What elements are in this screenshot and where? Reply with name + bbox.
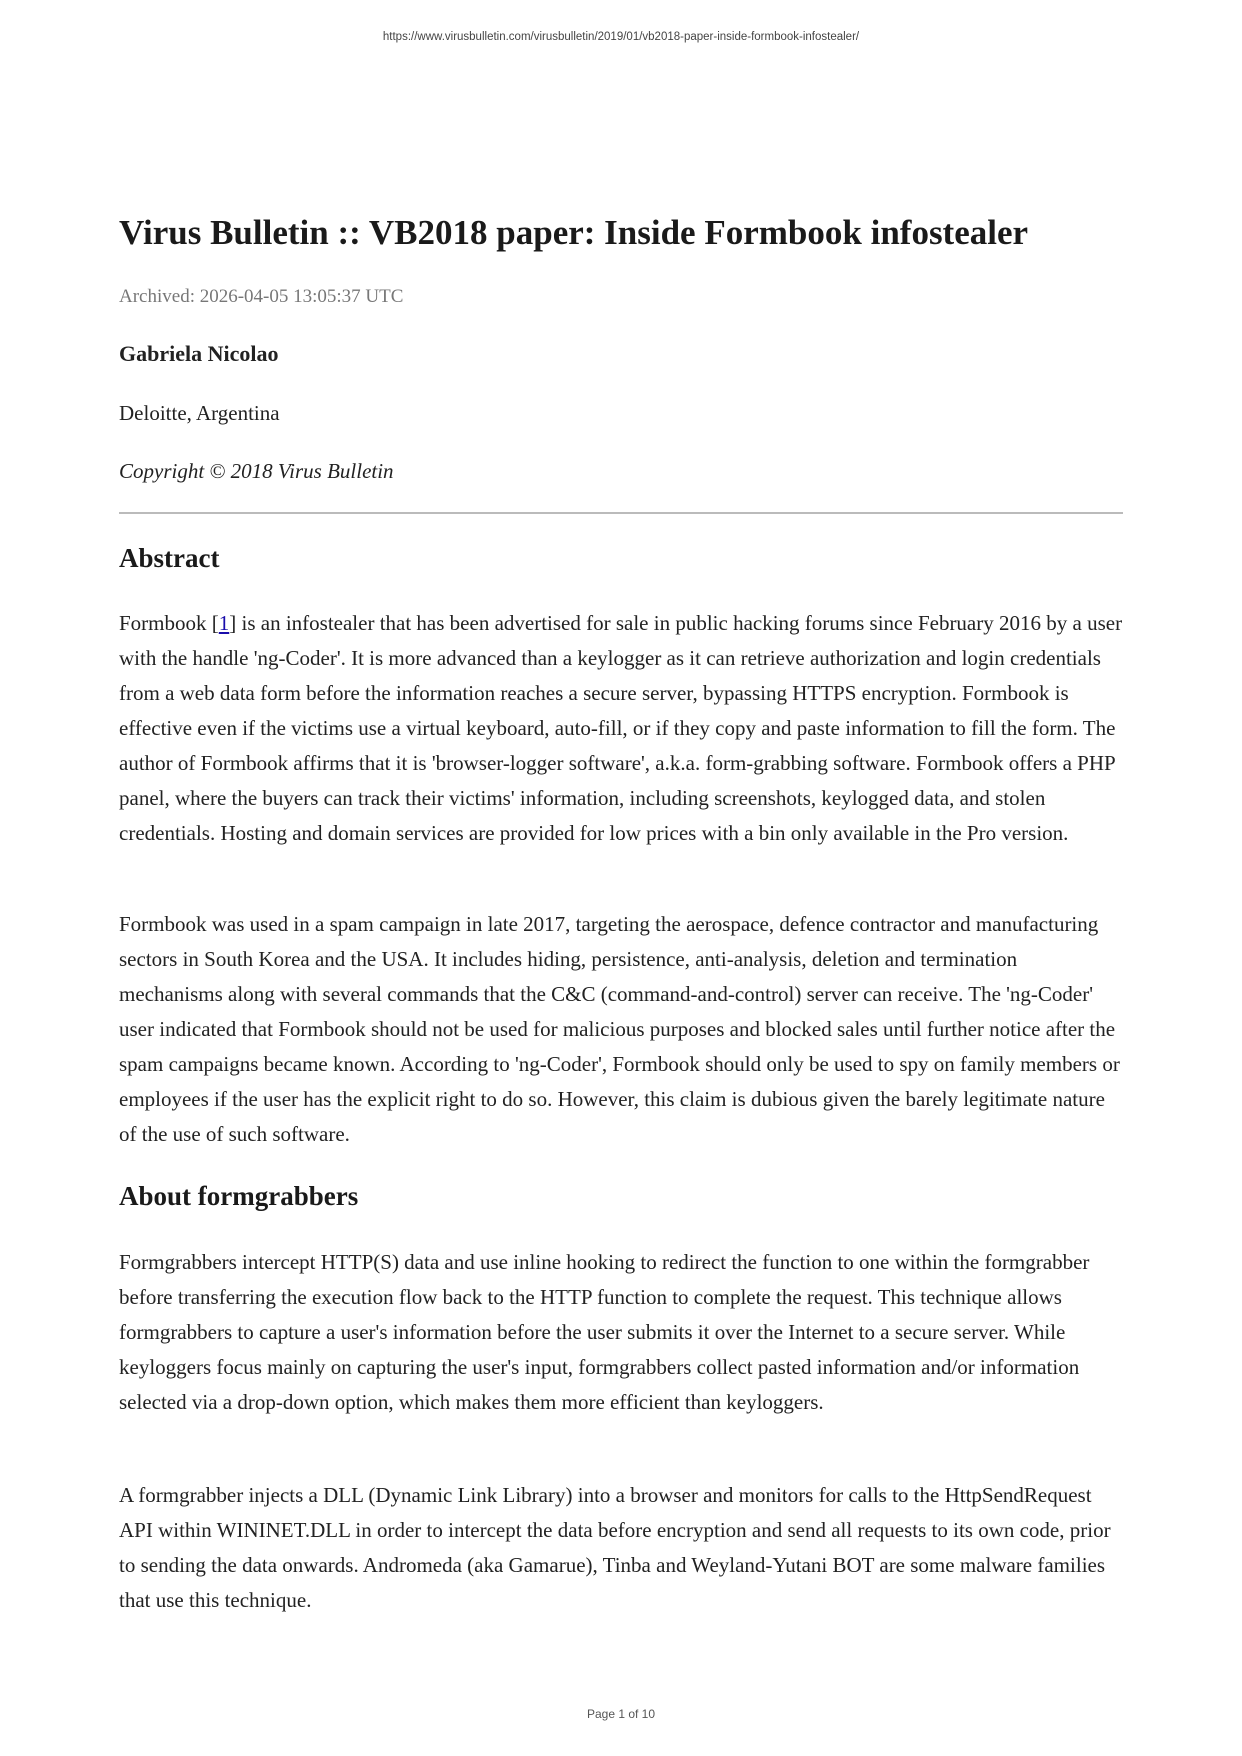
page-title: Virus Bulletin :: VB2018 paper: Inside Formbook infostealer (119, 213, 1029, 252)
formgrabbers-paragraph-1: Formgrabbers intercept HTTP(S) data and use inline hooking to redirect the function to one within the formgrabber before transferring the execution flow back to the HTTP function to complete the request. This technique allows formgrabbers to capture a user's information before the user submits it over the Internet to a secure server. While keyloggers focus mainly on capturing the user's input, formgrabbers collect pasted information and/or information selected via a drop-down option, which makes them more efficient than keyloggers. (119, 1250, 1090, 1414)
page-number: Page 1 of 10 (586, 1707, 656, 1721)
divider (119, 512, 1123, 514)
reference-link-1[interactable]: 1 (218, 611, 230, 635)
author-name: Gabriela Nicolao (119, 341, 279, 366)
text: ] is an infostealer that has been advertised for sale in public hacking forums since February 2016 by a user with the handle 'ng-Coder'. It is more advanced than a keylogger as it can retrieve authorization and login credentials from a web data form before the information reaches a secure server, bypassing HTTPS encryption. Formbook is effective even if the victims use a virtual keyboard, auto-fill, or if they copy and paste information to fill the form. The author of Formbook affirms that it is 'browser-logger software', a.k.a. form-grabbing software. Formbook offers a PHP panel, where the buyers can track their victims' information, including screenshots, keylogged data, and stolen credentials. Hosting and domain services are provided for low prices with a bin only available in the Pro version. (119, 611, 1123, 845)
copyright-notice: Copyright © 2018 Virus Bulletin (119, 459, 394, 483)
text: Formbook [ (119, 611, 219, 635)
abstract-paragraph-1 (119, 606, 1123, 851)
abstract-paragraph-2: Formbook was used in a spam campaign in late 2017, targeting the aerospace, defence contractor and manufacturing sectors in South Korea and the USA. It includes hiding, persistence, anti-analysis, deletion and termination mechanisms along with several commands that the C&C (command-and-control) server can receive. The 'ng-Coder' user indicated that Formbook should not be used for malicious purposes and blocked sales until further notice after the spam campaigns became known. According to 'ng-Coder', Formbook should only be used to spy on family members or employees if the user has the explicit right to do so. However, this claim is dubious given the barely legitimate nature of the use of such software. (119, 912, 1120, 1146)
formgrabbers-paragraph-2: A formgrabber injects a DLL (Dynamic Link Library) into a browser and monitors for calls to the HttpSendRequest API within WININET.DLL in order to intercept the data before encryption and send all requests to its own code, prior to sending the data onwards. Andromeda (aka Gamarue), Tinba and Weyland-Yutani BOT are some malware families that use this technique. (119, 1483, 1111, 1612)
author-affiliation: Deloitte, Argentina (119, 401, 280, 425)
archived-timestamp: Archived: 2026-04-05 13:05:37 UTC (119, 286, 404, 307)
section-heading-about-formgrabbers: About formgrabbers (119, 1181, 359, 1211)
source-url: https://www.virusbulletin.com/virusbulletin/2019/01/vb2018-paper-inside-formbook-infostealer/ (382, 31, 860, 43)
section-heading-abstract: Abstract (119, 543, 220, 573)
